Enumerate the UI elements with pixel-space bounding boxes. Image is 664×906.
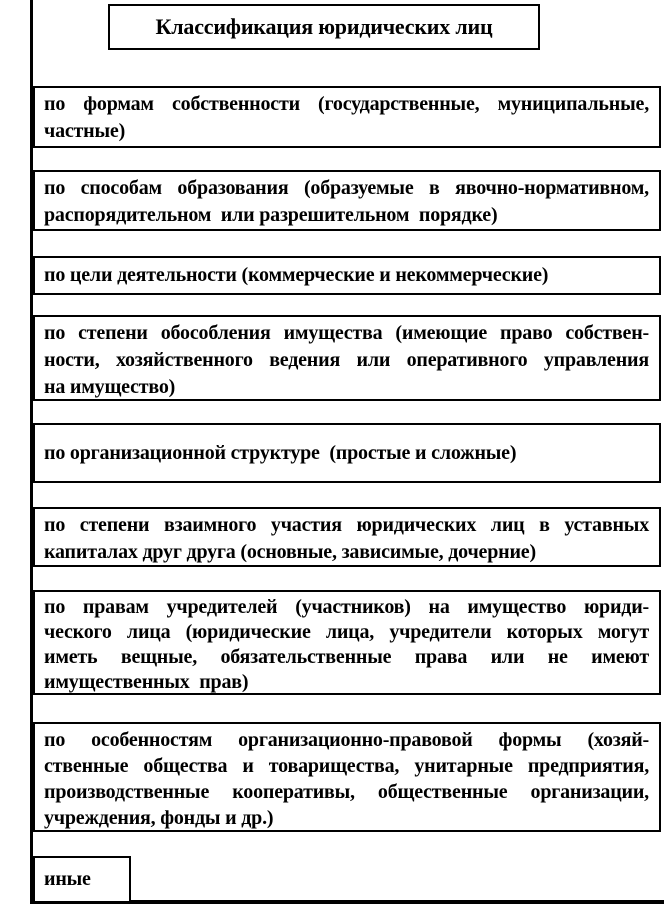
box-text-line: по степени обособления имущества (имеющие право собствен- [44, 322, 649, 344]
classification-box-property-separation [33, 315, 661, 401]
box-text-line: распорядительном или разрешительном порядке) [44, 204, 498, 226]
box-text-line: иметь вещные, обязательственные права или не имеют [44, 646, 649, 668]
classification-box-other [33, 856, 131, 903]
box-text-line: ственные общества и товарищества, унитарные предприятия, [44, 755, 649, 777]
classification-box-legal-form [33, 722, 661, 832]
box-text-line: имущественных прав) [44, 671, 249, 693]
box-text-line: по особенностям организационно-правовой формы (хозяй- [44, 729, 649, 751]
classification-box-ownership-forms [33, 86, 661, 148]
box-text-line: по формам собственности (государственные, муниципальные, [44, 93, 649, 115]
box-text-line: на имущество) [44, 376, 176, 398]
box-text-line: учреждения, фонды и др.) [44, 807, 274, 829]
box-text-line: частные) [44, 120, 126, 142]
box-text-line: по способам образования (образуемые в явочно-нормативном, [44, 177, 649, 199]
box-text-line: по степени взаимного участия юридических лиц в уставных [44, 514, 649, 536]
diagram-title: Классификация юридических лиц [155, 14, 493, 39]
classification-box-org-structure [33, 423, 661, 483]
box-text-line: по цели деятельности (коммерческие и некоммерческие) [44, 264, 549, 286]
classification-box-formation-method [33, 170, 661, 231]
box-text-line: ности, хозяйственного ведения или оперативного управления [44, 349, 649, 371]
box-text-line: по организационной структуре (простые и сложные) [44, 441, 517, 464]
classification-box-mutual-participation [33, 507, 661, 567]
classification-box-founders-rights [33, 590, 661, 695]
classification-box-activity-goal [33, 256, 661, 295]
box-text-line: по правам учредителей (участников) на имущество юриди- [44, 596, 649, 618]
box-text-line: капиталах друг друга (основные, зависимые, дочерние) [44, 541, 536, 563]
box-text-line: иные [44, 868, 91, 890]
box-text-line: ческого лица (юридические лица, учредители которых могут [44, 621, 649, 643]
box-text-line: производственные кооперативы, общественные организации, [44, 781, 649, 803]
title-box [108, 4, 540, 50]
